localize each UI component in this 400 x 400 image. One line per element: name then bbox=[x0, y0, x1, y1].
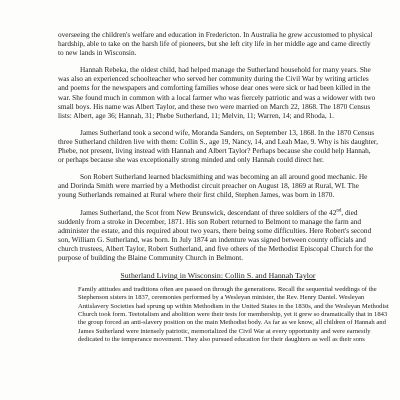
ordinal-suffix: nd bbox=[336, 208, 342, 214]
section-heading: Sutherland Living in Wisconsin: Collin S. and Hannah Taylor bbox=[120, 271, 316, 281]
paragraph-intro: overseeing the children's welfare and education in Fredericton. In Australia he grew accustomed to physical hardship, able to take on the harsh life of pioneers, but she left city life in her middle age and came directly to new lands in Wisconsin. bbox=[58, 30, 373, 58]
paragraph-james-death-pre: James Sutherland, the Scot from New Brunswick, descendant of three soldiers of the 42 bbox=[80, 207, 337, 217]
paragraph-hannah: Hannah Rebeka, the oldest child, had helped manage the Sutherland household for many years. She was also an experienced schoolteacher who served her community during the Civil War by writing articles and poems for the newspapers and comforting families whose dear ones were sick or had been killed in the war. She found much in common with a local farmer who was fiercely patriotic and was a widower with two small boys. His name was Albert Taylor, and these two were married on March 22, 1868. The 1870 Census lists: Albert, age 36; Hannah, 31; Phebe Sutherland, 11; Melvin, 11; Warren, 14; and Rhoda, 1. bbox=[58, 65, 376, 120]
paragraph-robert: Son Robert Sutherland learned blacksmithing and was becoming an all around good mechanic. He and Dorinda Smith were married by a Methodist circuit preacher on August 18, 1869 at Rural, WI. The young Sutherlands remained at Rural where their first child, Stephen James, was born in 1870. bbox=[58, 172, 368, 200]
document-body bbox=[58, 30, 389, 344]
paragraph-closing: Family attitudes and traditions often are passed on through the generations. Recall the sequential weddings of the Stephenson sisters in 1837, ceremonies performed by a Wesleyan minister, the Rev. Henry Daniel. Wesleyan Antislavery Societies had sprung up within Methodism in the United States in the 1830s, and the Wesleyan Methodist Church took form. Teetotalism and abolition were their tests for membership, yet it grew so dramatically that in 1843 the group forced an anti-slavery position on the main Methodist body. As far as we know, all children of Hannah and James Sutherland were intensely patriotic, memorialized the Civil War at every opportunity and were earnestly dedicated to the temperance movement. They also pursued education for their daughters as well as their sons bbox=[78, 286, 389, 343]
closing-section bbox=[78, 286, 396, 344]
paragraph-james-death-post: , died suddenly from a stroke in December, 1871. His son Robert returned to Belmont to manage the farm and administer the estate, and this required about two years, there being some difficulties. Here Robert's second son, William G. Sutherland, was born. In July 1874 an indenture was signed between county officials and church trustees, Albert Taylor, Robert Sutherland, and five others of the Methodist Episcopal Church for the purpose of building the Blaine Community Church in Belmont. bbox=[58, 207, 374, 262]
paragraph-james-second-wife: James Sutherland took a second wife, Moranda Sanders, on September 13, 1868. In the 1870 Census three Sutherland children live with them: Collin S., age 19, Nancy, 14, and Leah Mae, 9. Why is his daughter, Phebe, not present, living instead with Hannah and Albert Taylor? Perhaps because she could help Hannah, or perhaps because she was exceptionally strong minded and only Hannah could direct her. bbox=[58, 127, 378, 165]
paragraph-james-death bbox=[58, 208, 378, 263]
